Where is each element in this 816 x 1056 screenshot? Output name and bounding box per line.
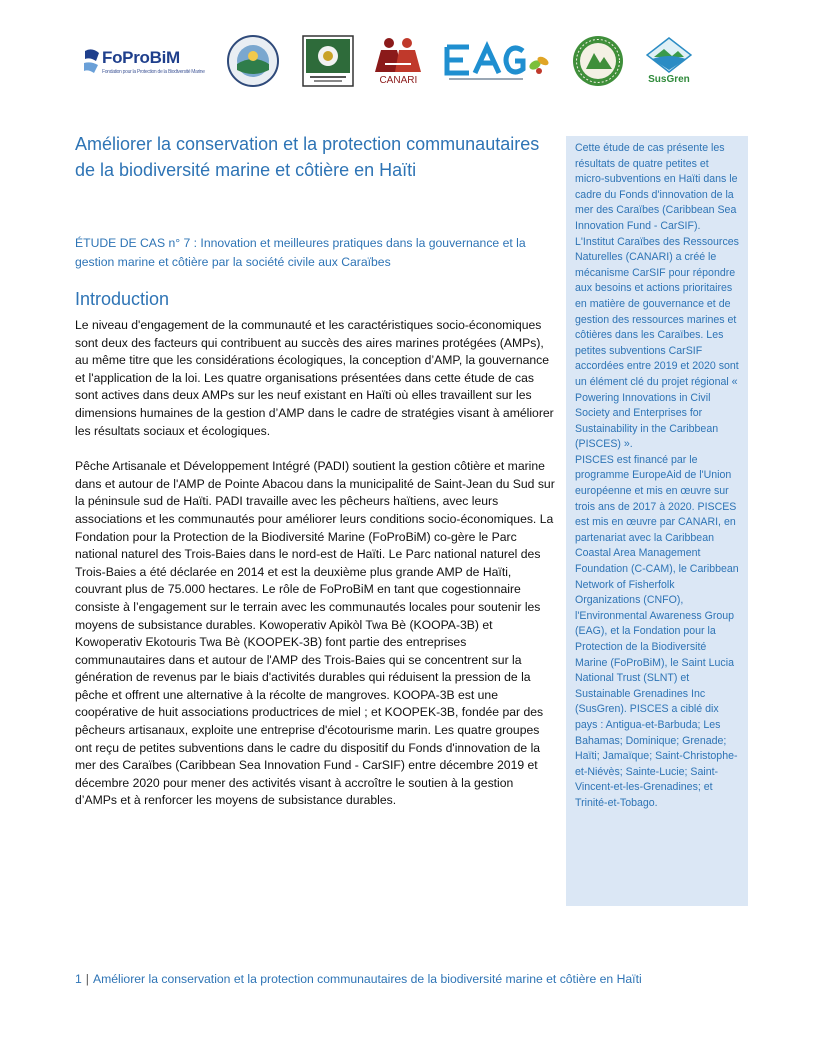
sidebar-paragraph: Cette étude de cas présente les résultats de quatre petites et micro-subventions en Haïti dans le cadre du Fonds d'innovation de la mer des Caraïbes (Caribbean Sea Innovation Fund - CarSIF). L'Institut Caraïbes des Ressources Naturelles (CANARI) a créé le mécanisme CarSIF pour répondre aux besoins et actions prioritaires en matière de gouvernance et de gestion des ressources marines et côtières dans les Caraïbes. Les petites subventions CarSIF accordées entre 2019 et 2020 sont un élément clé du projet régional « Powering Innovations in Civil Society and Enterprises for Sustainability in the Caribbean (PISCES) ». bbox=[575, 142, 739, 451]
canari-figures-icon bbox=[375, 36, 421, 74]
canari-logo-caption: CANARI bbox=[379, 75, 418, 86]
page-number: 1 bbox=[75, 972, 82, 986]
body-paragraph: Le niveau d'engagement de la communauté et les caractéristiques socio-économiques sont deux des facteurs qui contribuent au succès des aires marines protégées (AMPs), au même titre que les considérations écologiques, la conception d’AMP, la gouvernance et l'application de la loi. Les quatre organisations présentées dans cette étude de cas sont actives dans deux AMPs sur les neuf existant en Haïti où elles travaillent sur les dimensions humaines de la gestion d’AMP dans le cadre de stratégies visant à améliorer les résultats sociaux et écologiques. bbox=[75, 318, 554, 438]
eag-wordmark-icon bbox=[443, 39, 551, 83]
introduction-body bbox=[75, 317, 557, 828]
foprobim-logo-tagline: Fondation pour la Protection de la Biodiversité Marine bbox=[102, 68, 205, 75]
page-footer bbox=[75, 972, 755, 986]
case-study-subtitle: ÉTUDE DE CAS n° 7 : Innovation et meilleures pratiques dans la gouvernance et la gestion marine et côtière par la société civile aux Caraïbes bbox=[75, 236, 526, 269]
body-paragraph: Pêche Artisanale et Développement Intégré (PADI) soutient la gestion côtière et marine dans et autour de l'AMP de Pointe Abacou dans la municipalité de Saint-Jean du Sud sur la péninsule sud de Haïti. PADI travaille avec les pêcheurs haïtiens, avec leurs associations et les communautés pour améliorer leurs conditions socio-économiques. La Fondation pour la Protection de la Biodiversité Marine (FoProBiM) co-gère le Parc national naturel des Trois-Baies dans le nord-est de Haïti. Le Parc national naturel des Trois-Baies a été déclarée en 2014 et est la deuxième plus grande AMP de Haïti, couvrant plus de 75.000 hectares. Le rôle de FoProBiM en tant que cogestionnaire consiste à l’engagement sur le terrain avec les communautés locales pour soutenir les moyens de subsistance durables. Kowoperativ Apikòl Twa Bè (KOOPA-3B) et Kowoperativ Ekotouris Twa Bè (KOOPEK-3B) font partie des entreprises communautaires dans et autour de l'AMP des Trois-Baies qui se concentrent sur la génération de revenus par le biais d'activités durables qui réduisent la pression de la pêche et offrent une alternative à la récolte de mangroves. KOOPA-3B est une coopérative de huit associations productrices de miel ; et KOOPEK-3B, fondée par des pêcheurs artisanaux, exploite une entreprise d'écotourisme marin. Les quatre groupes ont reçu de petites subventions dans le cadre du dispositif du Fonds d'innovation de la mer des Caraïbes (Caribbean Sea Innovation Fund - CarSIF) entre décembre 2019 et décembre 2020 pour mener des activités visant à accroître le soutien à la gestion d’AMPs et à renforcer les moyens de subsistance durables. bbox=[75, 459, 555, 808]
susgren-logo-caption: SusGren bbox=[648, 74, 690, 85]
foprobim-logo bbox=[82, 47, 205, 75]
susgren-logo bbox=[646, 37, 692, 85]
koopek-logo bbox=[226, 34, 280, 88]
footer-title: Améliorer la conservation et la protection communautaires de la biodiversité marine et côtière en Haïti bbox=[92, 972, 642, 986]
sidebar-paragraph: PISCES est financé par le programme EuropeAid de l'Union européenne et mis en œuvre sur trois ans de 2017 à 2020. PISCES est mis en œuvre par CANARI, en partenariat avec la Caribbean Coastal Area Management Foundation (C-CAM), le Caribbean Network of Fisherfolk Organizations (CNFO), l'Environmental Awareness Group (EAG), et la Fondation pour la Protection de la Biodiversité Marine (FoProBiM), le Saint Lucia National Trust (SLNT) et Sustainable Grenadines Inc (SusGren). PISCES a ciblé dix pays : Antigua-et-Barbuda; Les Bahamas; Dominique; Grenade; Haïti; Jamaïque; Saint-Christophe-et-Niévès; Sainte-Lucie; Saint-Vincent-et-les-Grenadines; et Trinité-et-Tobago. bbox=[575, 453, 739, 809]
partner-logos bbox=[82, 30, 692, 92]
canari-logo bbox=[375, 36, 421, 86]
slnt-logo bbox=[572, 35, 624, 87]
introduction-heading: Introduction bbox=[75, 289, 170, 309]
eag-logo bbox=[443, 39, 551, 83]
foprobim-emblem-icon bbox=[82, 47, 102, 75]
footer-separator: | bbox=[85, 972, 89, 986]
koopa-badge-icon bbox=[302, 35, 354, 87]
page-title: Améliorer la conservation et la protection communautaires de la biodiversité marine et côtière en Haïti bbox=[75, 134, 540, 180]
foprobim-logo-name: FoProBiM bbox=[102, 47, 180, 67]
susgren-diamond-icon bbox=[646, 37, 692, 73]
koopa-logo bbox=[302, 35, 354, 87]
slnt-seal-icon bbox=[572, 35, 624, 87]
koopek-seal-icon bbox=[226, 34, 280, 88]
info-sidebar bbox=[566, 136, 748, 906]
